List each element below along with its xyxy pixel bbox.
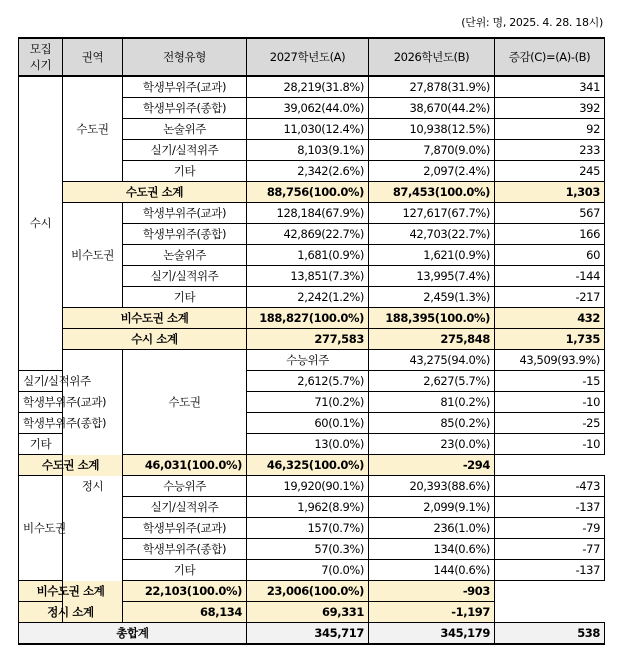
value-2027: 2,612(5.7%)	[247, 371, 369, 392]
value-2027: 345,717	[247, 623, 369, 645]
value-2026: 20,393(88.6%)	[369, 476, 495, 497]
unit-note: (단위: 명, 2025. 4. 28. 18시)	[461, 16, 603, 29]
type-cell: 학생부위주(종합)	[123, 98, 247, 119]
value-2027: 128,184(67.9%)	[247, 203, 369, 224]
value-2027: 28,219(31.8%)	[247, 76, 369, 98]
value-2027: 11,030(12.4%)	[247, 119, 369, 140]
value-diff: 92	[495, 119, 605, 140]
value-2026: 345,179	[369, 623, 495, 645]
value-diff: 60	[495, 245, 605, 266]
value-2026: 236(1.0%)	[369, 518, 495, 539]
header-period: 모집 시기	[19, 38, 63, 76]
value-diff: 166	[495, 224, 605, 245]
value-2027: 7(0.0%)	[247, 560, 369, 581]
value-2027: 2,342(2.6%)	[247, 161, 369, 182]
type-cell: 학생부위주(교과)	[123, 76, 247, 98]
value-2026: 2,097(2.4%)	[369, 161, 495, 182]
type-cell: 기타	[19, 434, 63, 455]
value-2026: 144(0.6%)	[369, 560, 495, 581]
header-diff: 증감(C)=(A)-(B)	[495, 38, 605, 76]
type-cell: 학생부위주(교과)	[123, 518, 247, 539]
period-cell-susi: 수시	[19, 76, 63, 371]
region-cell: 수도권	[123, 350, 247, 455]
type-cell: 기타	[123, 161, 247, 182]
value-diff: -1,197	[369, 602, 495, 623]
region-cell: 비수도권	[63, 203, 123, 308]
value-2027: 42,869(22.7%)	[247, 224, 369, 245]
value-2027: 57(0.3%)	[247, 539, 369, 560]
value-diff: -10	[495, 392, 605, 413]
value-2027: 71(0.2%)	[247, 392, 369, 413]
value-2027: 88,756(100.0%)	[247, 182, 369, 203]
value-2026: 42,703(22.7%)	[369, 224, 495, 245]
period-total-row	[19, 602, 605, 623]
value-2026: 2,099(9.1%)	[369, 497, 495, 518]
value-2026: 27,878(31.9%)	[369, 76, 495, 98]
period-total-label: 수시 소계	[63, 329, 247, 350]
header-region: 권역	[63, 38, 123, 76]
type-cell: 실기/실적위주	[19, 371, 63, 392]
value-diff: -25	[495, 413, 605, 434]
type-cell: 학생부위주(종합)	[123, 224, 247, 245]
subtotal-label: 수도권 소계	[63, 182, 247, 203]
value-diff: -79	[495, 518, 605, 539]
period-total-label: 정시 소계	[19, 602, 123, 623]
value-diff: 538	[495, 623, 605, 645]
value-2026: 38,670(44.2%)	[369, 98, 495, 119]
type-cell: 수능위주	[247, 350, 369, 371]
value-2027: 43,275(94.0%)	[369, 350, 495, 371]
value-2026: 134(0.6%)	[369, 539, 495, 560]
value-2027: 22,103(100.0%)	[123, 581, 247, 602]
value-diff: -294	[369, 455, 495, 476]
type-cell: 학생부위주(종합)	[19, 413, 63, 434]
value-2026: 2,459(1.3%)	[369, 287, 495, 308]
subtotal-row	[19, 455, 605, 476]
value-2027: 68,134	[123, 602, 247, 623]
value-2026: 10,938(12.5%)	[369, 119, 495, 140]
value-diff: -473	[495, 476, 605, 497]
subtotal-row	[19, 581, 605, 602]
table-row	[19, 76, 605, 98]
value-2027: 19,920(90.1%)	[247, 476, 369, 497]
value-2026: 7,870(9.0%)	[369, 140, 495, 161]
value-2027: 277,583	[247, 329, 369, 350]
value-diff: -15	[495, 371, 605, 392]
value-2027: 157(0.7%)	[247, 518, 369, 539]
value-2027: 39,062(44.0%)	[247, 98, 369, 119]
value-2027: 13,851(7.3%)	[247, 266, 369, 287]
grand-total-label: 총합계	[19, 623, 247, 645]
type-cell: 기타	[123, 287, 247, 308]
value-2026: 1,621(0.9%)	[369, 245, 495, 266]
value-2027: 2,242(1.2%)	[247, 287, 369, 308]
type-cell: 실기/실적위주	[123, 266, 247, 287]
value-diff: -217	[495, 287, 605, 308]
type-cell: 논술위주	[123, 245, 247, 266]
value-diff: -903	[369, 581, 495, 602]
value-2027: 1,962(8.9%)	[247, 497, 369, 518]
value-2026: 23(0.0%)	[369, 434, 495, 455]
value-2026: 13,995(7.4%)	[369, 266, 495, 287]
type-cell: 기타	[123, 560, 247, 581]
value-2026: 23,006(100.0%)	[247, 581, 369, 602]
region-cell: 수도권	[63, 76, 123, 182]
type-cell: 학생부위주(교과)	[123, 203, 247, 224]
header-row	[19, 38, 605, 76]
value-2026: 2,627(5.7%)	[369, 371, 495, 392]
value-diff: -137	[495, 497, 605, 518]
subtotal-row	[19, 308, 605, 329]
admissions-table	[18, 37, 605, 645]
value-2026: 188,395(100.0%)	[369, 308, 495, 329]
subtotal-label: 수도권 소계	[19, 455, 123, 476]
grand-total-row	[19, 623, 605, 645]
value-2026: 69,331	[247, 602, 369, 623]
value-2027: 8,103(9.1%)	[247, 140, 369, 161]
value-diff: 567	[495, 203, 605, 224]
value-2026: 275,848	[369, 329, 495, 350]
value-diff: -77	[495, 539, 605, 560]
header-2027: 2027학년도(A)	[247, 38, 369, 76]
subtotal-label: 비수도권 소계	[63, 308, 247, 329]
type-cell: 학생부위주(교과)	[19, 392, 63, 413]
value-diff: -10	[495, 434, 605, 455]
value-2026: 127,617(67.7%)	[369, 203, 495, 224]
value-2027: 60(0.1%)	[247, 413, 369, 434]
value-diff: 1,303	[495, 182, 605, 203]
subtotal-label: 비수도권 소계	[19, 581, 123, 602]
value-diff: 432	[495, 308, 605, 329]
header-type: 전형유형	[123, 38, 247, 76]
value-2026: 81(0.2%)	[369, 392, 495, 413]
value-2026: 46,325(100.0%)	[247, 455, 369, 476]
region-cell: 비수도권	[19, 476, 63, 581]
value-2027: 13(0.0%)	[247, 434, 369, 455]
header-2026: 2026학년도(B)	[369, 38, 495, 76]
value-diff: -137	[495, 560, 605, 581]
type-cell: 수능위주	[123, 476, 247, 497]
period-total-row	[19, 329, 605, 350]
table-row	[19, 203, 605, 224]
value-2027: 188,827(100.0%)	[247, 308, 369, 329]
value-diff: 1,735	[495, 329, 605, 350]
subtotal-row	[19, 182, 605, 203]
period-cell-jeongsi: 정시	[63, 350, 123, 623]
value-diff: 341	[495, 76, 605, 98]
table-row	[19, 350, 605, 371]
type-cell: 학생부위주(종합)	[123, 539, 247, 560]
value-2027: 46,031(100.0%)	[123, 455, 247, 476]
type-cell: 실기/실적위주	[123, 140, 247, 161]
value-2026: 85(0.2%)	[369, 413, 495, 434]
type-cell: 논술위주	[123, 119, 247, 140]
value-diff: 392	[495, 98, 605, 119]
value-diff: -144	[495, 266, 605, 287]
value-diff: 245	[495, 161, 605, 182]
value-diff: 233	[495, 140, 605, 161]
value-2026: 43,509(93.9%)	[495, 350, 605, 371]
value-2026: 87,453(100.0%)	[369, 182, 495, 203]
value-2027: 1,681(0.9%)	[247, 245, 369, 266]
type-cell: 실기/실적위주	[123, 497, 247, 518]
